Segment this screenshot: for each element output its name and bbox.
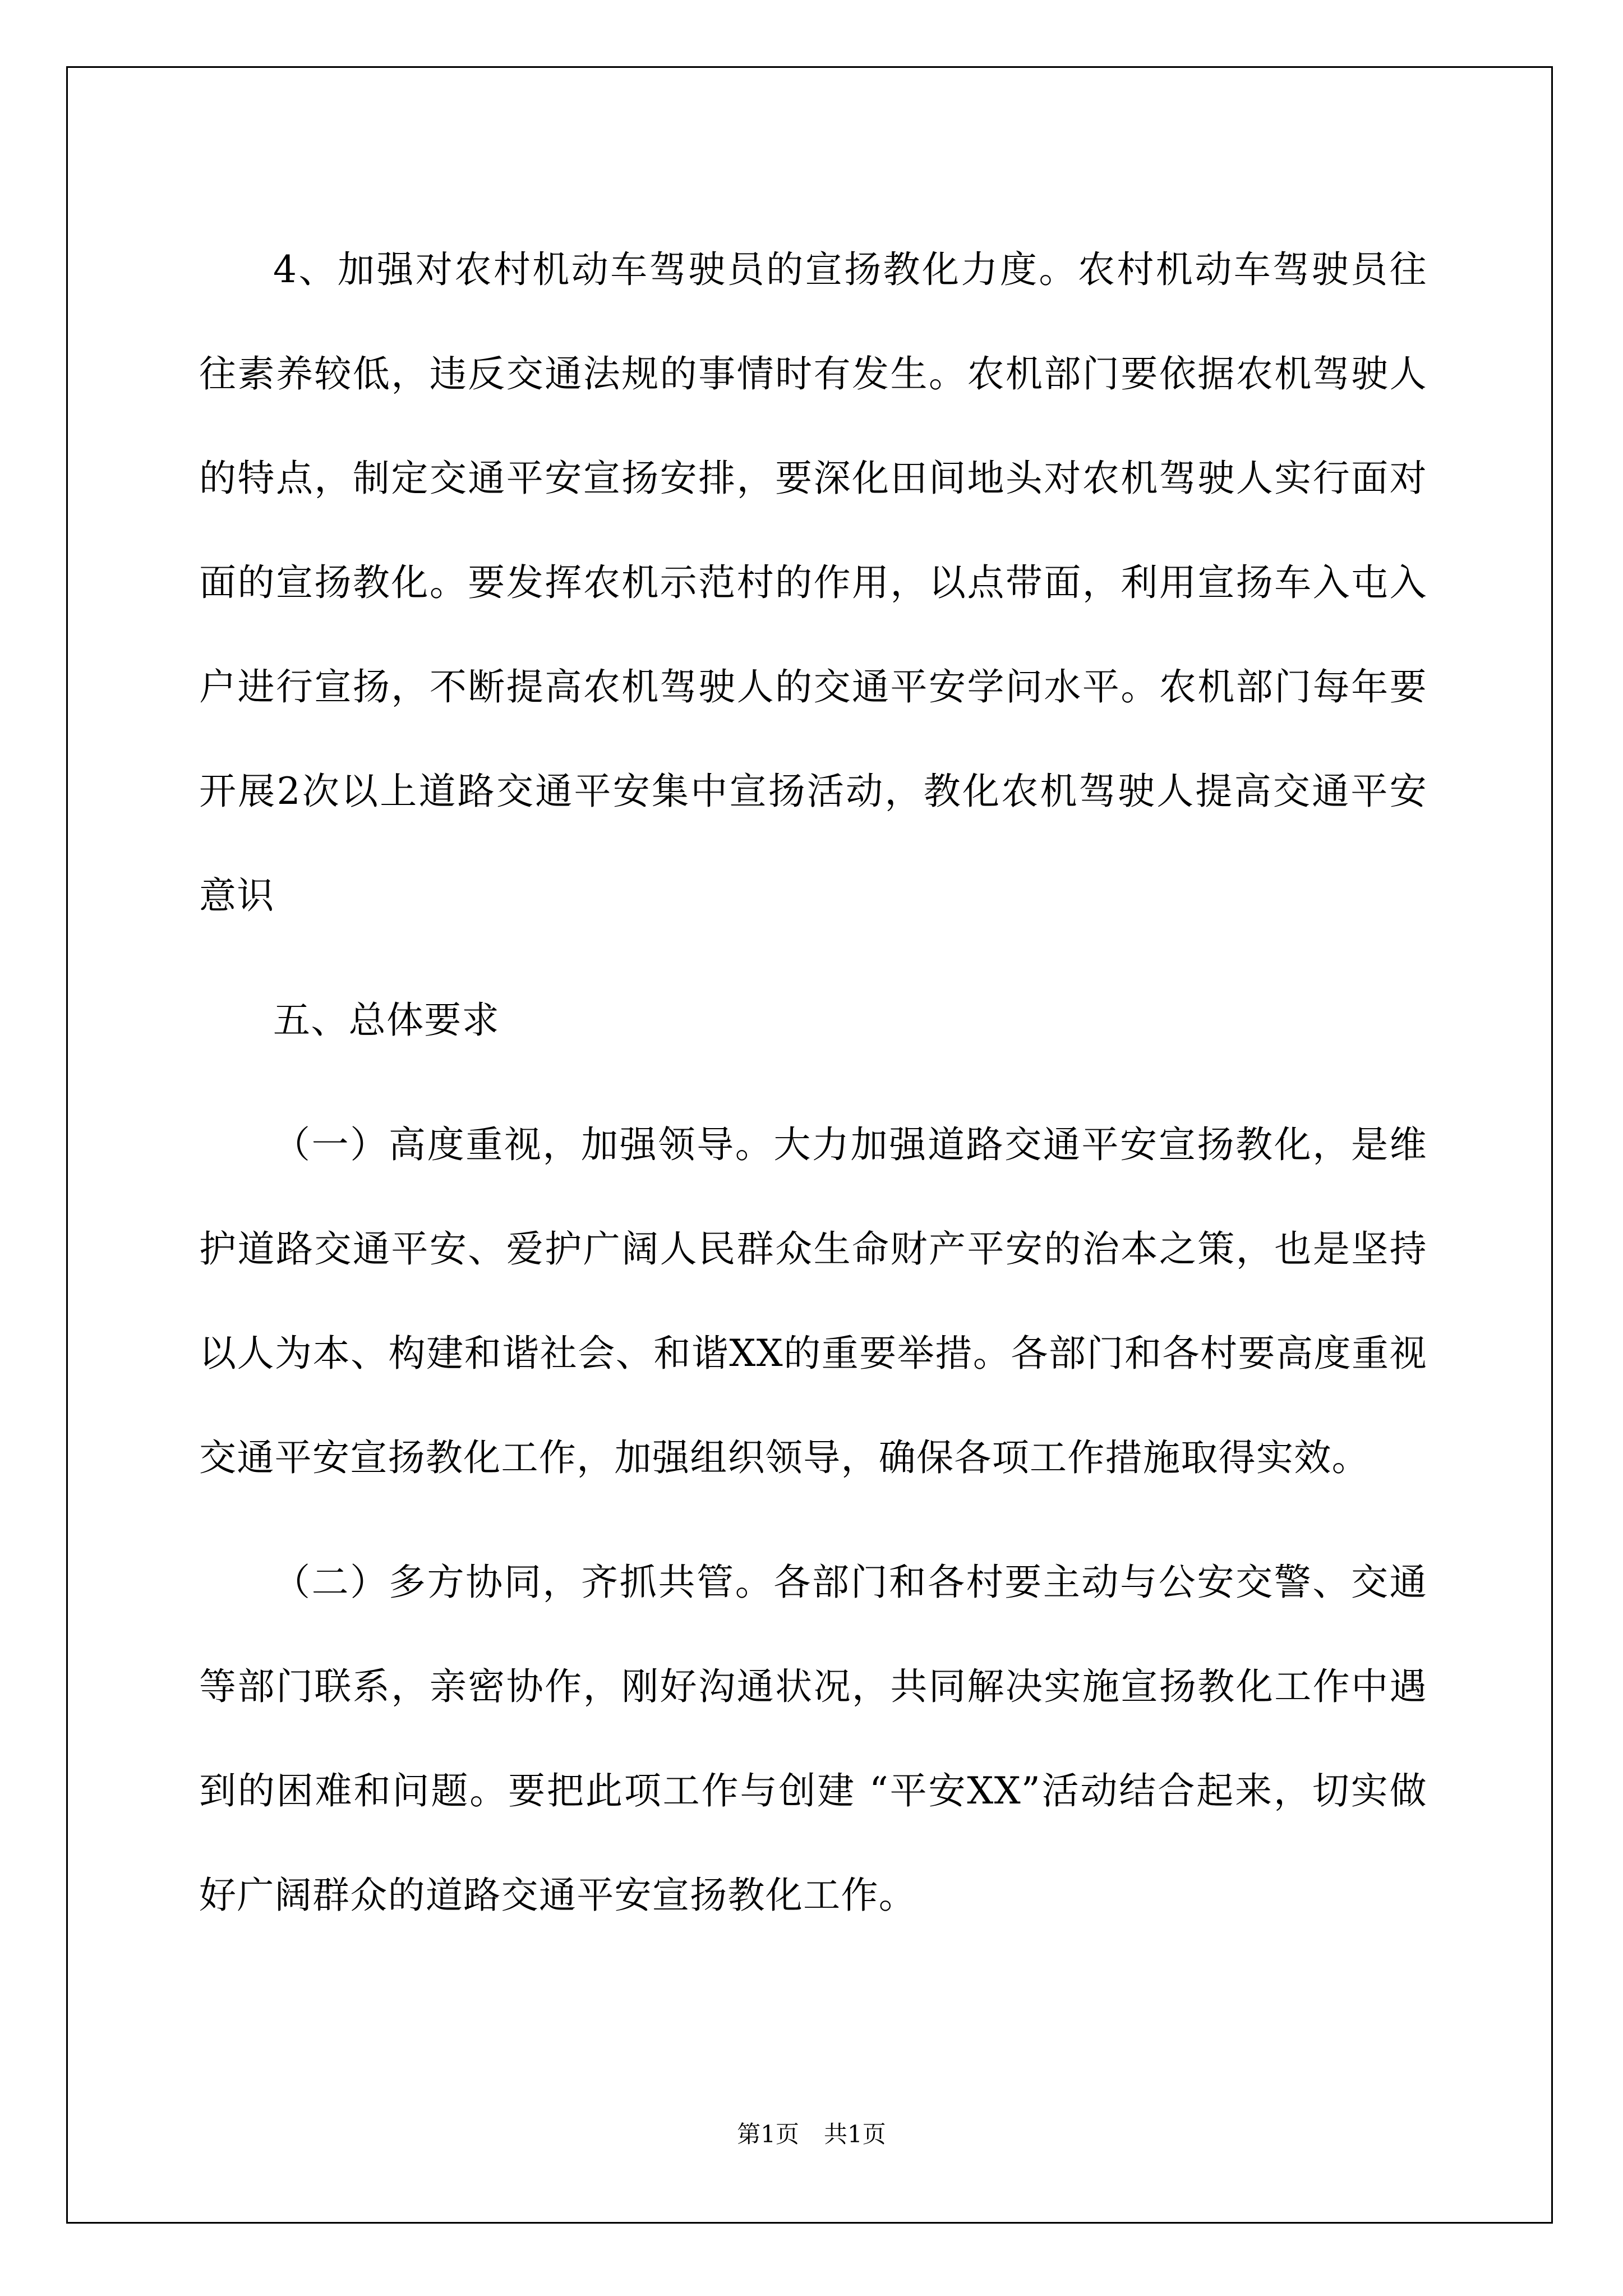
page-footer — [0, 2118, 1623, 2151]
document-body — [199, 218, 1427, 1948]
section-heading-general-requirements: 五、总体要求 — [273, 999, 500, 1042]
page-number-current: 第1页 — [737, 2120, 799, 2148]
paragraph-gap — [199, 1073, 1427, 1093]
paragraph-gap — [199, 1510, 1427, 1530]
page-number-total: 共1页 — [824, 2120, 886, 2148]
paragraph-rural-drivers: 4、加强对农村机动车驾驶员的宣扬教化力度。农村机动车驾驶员往往素养较低，违反交通法规的事情时有发生。农机部门要依据农机驾驶人的特点，制定交通平安宣扬安排，要深化田间地头对农机驾驶人实行面对面的宣扬教化。要发挥农机示范村的作用，以点带面，利用宣扬车入屯入户进行宣扬，不断提高农机驾驶人的交通平安学问水平。农机部门每年要开展2次以上道路交通平安集中宣扬活动，教化农机驾驶人提高交通平安意识 — [199, 248, 1427, 917]
paragraph-gap — [199, 948, 1427, 968]
paragraph-coordination: （二）多方协同，齐抓共管。各部门和各村要主动与公安交警、交通等部门联系，亲密协作，刚好沟通状况，共同解决实施宣扬教化工作中遇到的困难和问题。要把此项工作与创建 “平安XX”活动结合起来，切实做好广阔群众的道路交通平安宣扬教化工作。 — [199, 1561, 1427, 1917]
paragraph-attach-importance: （一）高度重视，加强领导。大力加强道路交通平安宣扬教化，是维护道路交通平安、爱护广阔人民群众生命财产平安的治本之策，也是坚持以人为本、构建和谐社会、和谐XX的重要举措。各部门和各村要高度重视交通平安宣扬教化工作，加强组织领导，确保各项工作措施取得实效。 — [199, 1123, 1427, 1479]
